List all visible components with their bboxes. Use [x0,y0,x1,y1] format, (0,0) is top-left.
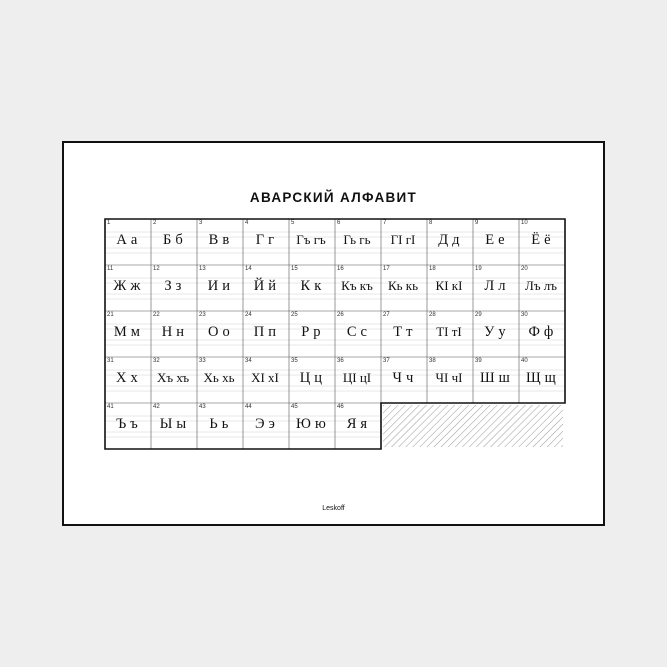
page-title: АВАРСКИЙ АЛФАВИТ [249,190,418,205]
letter-cell [104,402,150,448]
letter-glyph: О о [208,324,230,340]
letter-glyph: Ё ё [531,232,551,248]
letter-number: 44 [245,404,252,410]
letter-cell [196,310,242,356]
letter-cell [380,356,426,402]
letter-glyph: Р р [301,324,321,340]
letter-glyph: Щ щ [525,370,557,386]
letter-number: 25 [291,312,298,318]
letter-cell [334,218,380,264]
letter-cell [426,356,472,402]
letter-glyph: Б б [163,232,183,248]
letter-number: 43 [199,404,206,410]
letter-number: 32 [153,358,160,364]
letter-glyph: Хь хь [203,370,235,385]
letter-glyph: Кь кь [387,278,419,293]
letter-cell [472,310,518,356]
letter-number: 12 [153,266,160,272]
letter-number: 15 [291,266,298,272]
letter-glyph: ХӀ хӀ [251,370,279,385]
letter-glyph: И и [207,278,231,294]
letter-glyph: Ы ы [159,416,187,432]
letter-glyph: Ю ю [296,416,326,432]
letter-number: 26 [337,312,344,318]
letter-number: 33 [199,358,206,364]
letter-number: 10 [521,220,528,226]
letter-cell [380,218,426,264]
letter-number: 1 [107,220,111,226]
letter-glyph: Хъ хъ [156,370,190,385]
letter-number: 34 [245,358,252,364]
letter-cell [196,356,242,402]
letter-cell [150,402,196,448]
letter-glyph: Г г [255,232,275,248]
letter-glyph: Й й [253,278,277,294]
letter-number: 4 [245,220,249,226]
letter-number: 41 [107,404,114,410]
letter-number: 14 [245,266,252,272]
letter-cell [472,264,518,310]
letter-number: 3 [199,220,203,226]
letter-cell [104,356,150,402]
letter-number: 21 [107,312,114,318]
letter-number: 5 [291,220,295,226]
letter-glyph: Ф ф [528,324,554,340]
letter-number: 16 [337,266,344,272]
letter-glyph: Е е [485,232,505,248]
letter-number: 31 [107,358,114,364]
letter-number: 27 [383,312,390,318]
letter-cell [242,310,288,356]
alphabet-grid [104,218,566,450]
letter-glyph: КӀ кӀ [435,278,463,293]
letter-number: 39 [475,358,482,364]
letter-number: 37 [383,358,390,364]
letter-glyph: ЦӀ цӀ [342,370,372,385]
letter-cell [288,402,334,448]
letter-cells [104,218,566,450]
letter-cell [472,356,518,402]
letter-cell [334,310,380,356]
letter-cell [150,218,196,264]
letter-glyph: Гь гь [343,232,371,247]
letter-number: 46 [337,404,344,410]
letter-number: 24 [245,312,252,318]
letter-number: 36 [337,358,344,364]
letter-number: 38 [429,358,436,364]
letter-number: 8 [429,220,433,226]
letter-cell [380,310,426,356]
letter-cell [288,218,334,264]
letter-cell [472,218,518,264]
letter-cell [334,402,380,448]
letter-number: 9 [475,220,479,226]
letter-cell [288,310,334,356]
letter-number: 7 [383,220,387,226]
letter-cell [334,264,380,310]
letter-glyph: М м [113,324,141,340]
letter-glyph: Ь ь [209,416,229,432]
letter-cell [518,310,564,356]
letter-glyph: Ц ц [299,370,323,386]
letter-cell [104,218,150,264]
letter-number: 45 [291,404,298,410]
letter-glyph: Къ къ [341,278,373,293]
letter-number: 28 [429,312,436,318]
letter-cell [150,310,196,356]
poster-frame [62,141,605,526]
letter-cell [242,264,288,310]
letter-cell [426,310,472,356]
letter-cell [242,356,288,402]
letter-glyph: ГӀ гӀ [390,232,416,247]
letter-cell [518,218,564,264]
letter-glyph: Лъ лъ [525,278,557,293]
letter-cell [242,218,288,264]
letter-glyph: П п [253,324,277,340]
letter-glyph: К к [300,278,322,294]
letter-number: 11 [107,266,114,272]
letter-number: 29 [475,312,482,318]
letter-glyph: А а [116,232,138,248]
letter-number: 40 [521,358,528,364]
letter-cell [426,218,472,264]
letter-cell [334,356,380,402]
letter-glyph: Ш ш [479,370,511,386]
letter-cell [150,356,196,402]
letter-glyph: У у [484,324,506,340]
letter-glyph: С с [346,324,368,340]
letter-number: 35 [291,358,298,364]
letter-glyph: Ч ч [392,370,414,386]
letter-glyph: Гъ гъ [296,232,326,247]
letter-cell [518,264,564,310]
letter-cell [104,310,150,356]
letter-number: 23 [199,312,206,318]
letter-glyph: Д д [438,232,460,248]
letter-glyph: З з [164,278,182,294]
letter-glyph: Н н [161,324,185,340]
letter-glyph: Х х [116,370,138,386]
letter-cell [288,356,334,402]
letter-cell [150,264,196,310]
letter-number: 30 [521,312,528,318]
letter-glyph: Я я [346,416,368,432]
letter-cell [242,402,288,448]
letter-glyph: Ъ ъ [116,416,138,432]
letter-number: 20 [521,266,528,272]
letter-glyph: ЧӀ чӀ [435,370,463,385]
letter-number: 42 [153,404,160,410]
letter-cell [196,218,242,264]
letter-cell [196,402,242,448]
letter-glyph: ТӀ тӀ [436,324,462,339]
letter-number: 13 [199,266,206,272]
letter-cell [380,264,426,310]
letter-number: 22 [153,312,160,318]
letter-number: 18 [429,266,436,272]
letter-number: 17 [383,266,390,272]
letter-number: 6 [337,220,341,226]
letter-glyph: В в [208,232,230,248]
letter-cell [426,264,472,310]
letter-number: 19 [475,266,482,272]
letter-cell [196,264,242,310]
letter-cell [104,264,150,310]
letter-number: 2 [153,220,157,226]
letter-glyph: Т т [393,324,413,340]
letter-glyph: Э э [254,416,276,432]
letter-cell [518,356,564,402]
brand-logo: Leskoff [322,505,345,512]
letter-glyph: Ж ж [113,278,141,294]
letter-cell [288,264,334,310]
letter-glyph: Л л [484,278,506,294]
